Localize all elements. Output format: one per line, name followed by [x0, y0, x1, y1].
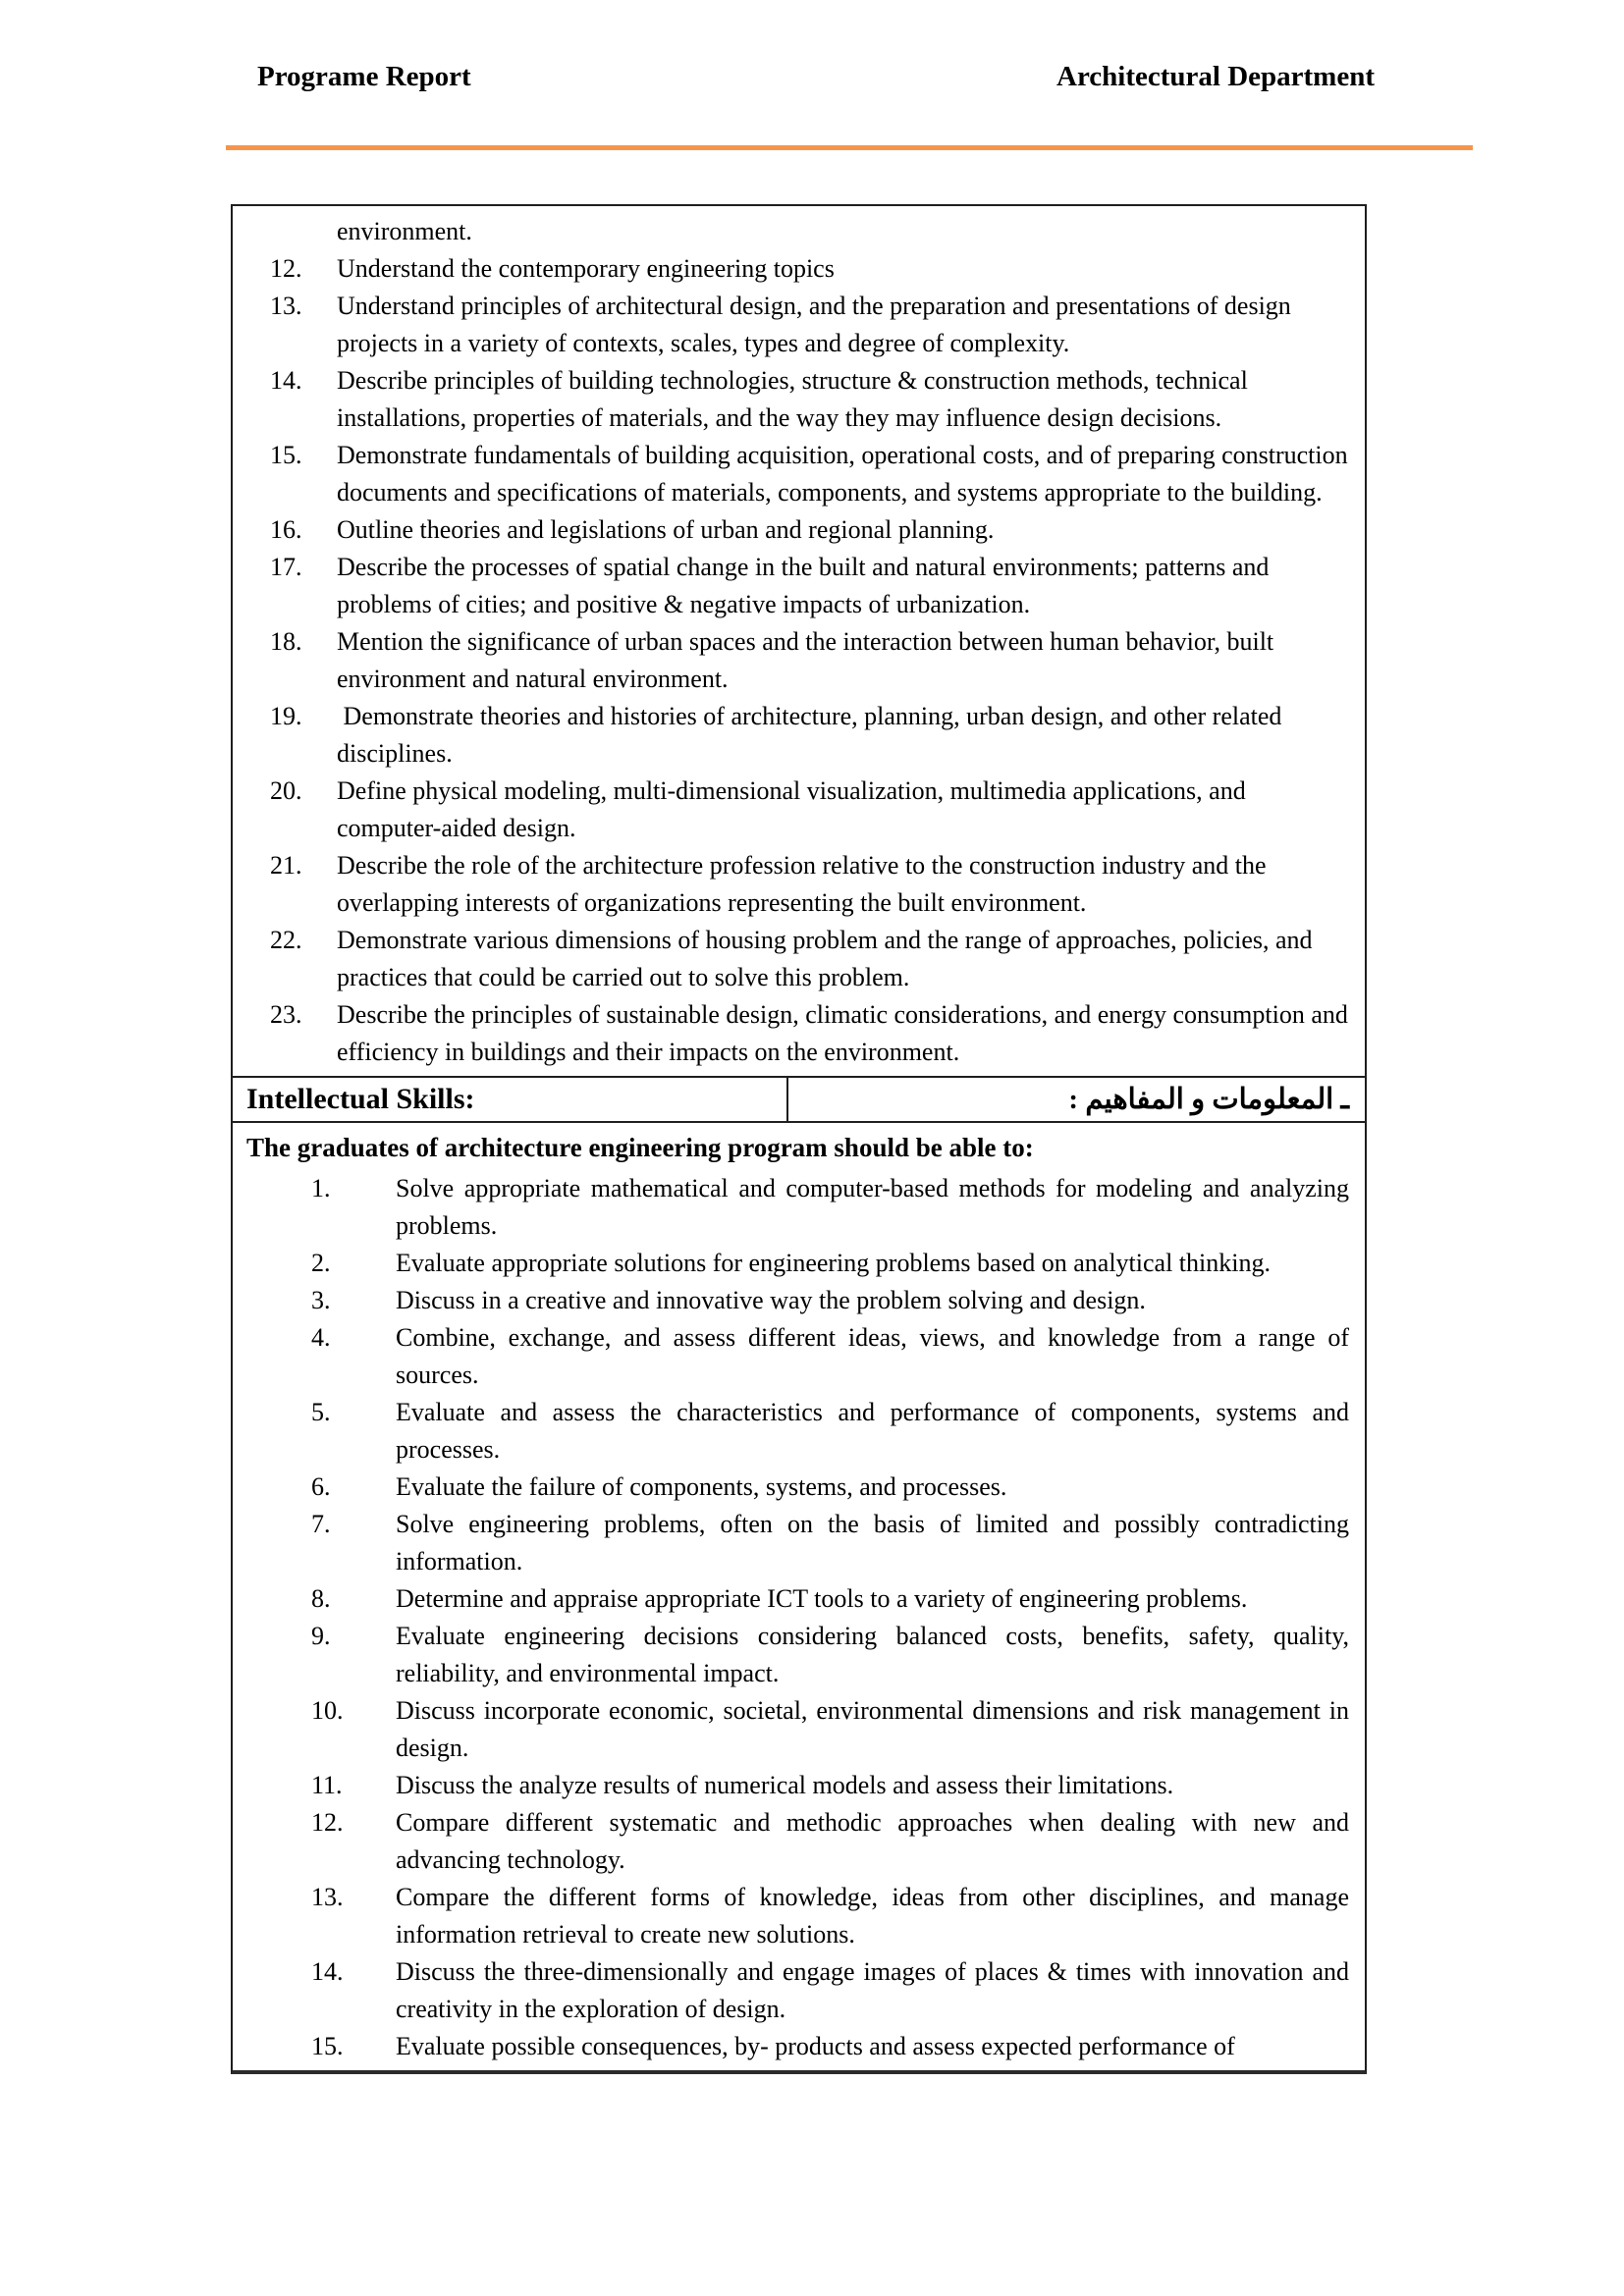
item-number: 3.: [311, 1286, 331, 1314]
item-text: Mention the significance of urban spaces and the interaction between human behavior, built environment and natural environment.: [337, 627, 1280, 693]
item-number: 12.: [311, 1808, 344, 1837]
list-item: [233, 1879, 1365, 1953]
item-number: 23.: [270, 1000, 302, 1029]
item-text: Discuss the analyze results of numerical models and assess their limitations.: [396, 1771, 1174, 1799]
item-number: 18.: [270, 627, 302, 656]
item-number: 4.: [311, 1323, 331, 1352]
list-item: [233, 1394, 1365, 1468]
item-text: Describe principles of building technologies, structure & construction methods, technical installations, properties of materials, and the way they may influence design decisions.: [337, 366, 1255, 432]
list-item: [233, 437, 1365, 511]
list-item: [233, 1282, 1365, 1319]
item-text: Evaluate and assess the characteristics and performance of components, systems and processes.: [396, 1398, 1349, 1464]
item-number: 10.: [311, 1696, 344, 1725]
list-item: [233, 1953, 1365, 2028]
list-item: [233, 1506, 1365, 1580]
list-item: [233, 623, 1365, 698]
list-item: [233, 1804, 1365, 1879]
knowledge-section: [233, 206, 1365, 1076]
item-text: Determine and appraise appropriate ICT tools to a variety of engineering problems.: [396, 1584, 1248, 1613]
list-item: [233, 1618, 1365, 1692]
list-item: [233, 1170, 1365, 1245]
item-text: Demonstrate theories and histories of architecture, planning, urban design, and other related disciplines.: [337, 702, 1288, 768]
list-item: [233, 1319, 1365, 1394]
list-item: [233, 288, 1365, 362]
header-accent-rule: [226, 145, 1473, 150]
item-text: Evaluate the failure of components, systems, and processes.: [396, 1472, 1007, 1501]
item-number: 2.: [311, 1249, 331, 1277]
item-number: 9.: [311, 1622, 331, 1650]
item-number: 15.: [311, 2032, 344, 2060]
item-number: 5.: [311, 1398, 331, 1426]
item-text: Evaluate appropriate solutions for engineering problems based on analytical thinking.: [396, 1249, 1271, 1277]
list-item: [233, 1468, 1365, 1506]
list-item: [233, 1692, 1365, 1767]
list-item: [233, 549, 1365, 623]
item-text: Demonstrate fundamentals of building acquisition, operational costs, and of preparing construction documents and specifications of materials, components, and systems appropriate to the building.: [337, 441, 1355, 507]
item-text: Evaluate engineering decisions considering balanced costs, benefits, safety, quality, reliability, and environmental impact.: [396, 1622, 1349, 1687]
list-item: [233, 773, 1365, 847]
item-text: Understand the contemporary engineering topics: [337, 254, 835, 283]
item-text: Define physical modeling, multi-dimensional visualization, multimedia applications, and computer-aided design.: [337, 776, 1253, 842]
list-item: [233, 1580, 1365, 1618]
graduates-intro-heading: The graduates of architecture engineering program should be able to:: [246, 1133, 1034, 1162]
item-number: 11.: [311, 1771, 343, 1799]
item-number: 13.: [270, 292, 302, 320]
item-number: 15.: [270, 441, 302, 469]
continuation-line: environment.: [337, 217, 472, 245]
item-number: 20.: [270, 776, 302, 805]
list-item: [233, 1245, 1365, 1282]
item-number: 21.: [270, 851, 302, 880]
item-text: Compare the different forms of knowledge, ideas from other disciplines, and manage information retrieval to create new solutions.: [396, 1883, 1349, 1949]
item-text: Understand principles of architectural design, and the preparation and presentations of design projects in a variety of contexts, scales, types and degree of complexity.: [337, 292, 1298, 357]
section-title-arabic: ـ المعلومات و المفاهيم :: [1068, 1084, 1349, 1115]
item-number: 8.: [311, 1584, 331, 1613]
item-text: Discuss the three-dimensionally and engage images of places & times with innovation and creativity in the exploration of design.: [396, 1957, 1349, 2023]
item-number: 16.: [270, 515, 302, 544]
list-item: [233, 1767, 1365, 1804]
intellectual-skills-list: [233, 1170, 1365, 2065]
item-text: Describe the role of the architecture profession relative to the construction industry and the overlapping interests of organizations representing the built environment.: [337, 851, 1272, 917]
item-number: 1.: [311, 1174, 331, 1202]
section-title-english: Intellectual Skills:: [233, 1078, 788, 1121]
knowledge-list: [233, 250, 1365, 1071]
item-text: Discuss incorporate economic, societal, environmental dimensions and risk management in design.: [396, 1696, 1349, 1762]
item-number: 22.: [270, 926, 302, 954]
header-program-title: Programe Report: [257, 61, 471, 92]
list-item: [233, 847, 1365, 922]
item-number: 13.: [311, 1883, 344, 1911]
report-table: [231, 204, 1367, 2074]
intellectual-skills-section: [233, 1123, 1365, 2070]
list-item: [233, 2028, 1365, 2065]
item-text: Combine, exchange, and assess different ideas, views, and knowledge from a range of sources.: [396, 1323, 1349, 1389]
item-text: Describe the processes of spatial change in the built and natural environments; patterns and problems of cities; and positive & negative impacts of urbanization.: [337, 553, 1275, 618]
list-item: [233, 922, 1365, 996]
list-item: [233, 250, 1365, 288]
section-header-row: [233, 1076, 1365, 1123]
item-text: Solve appropriate mathematical and computer-based methods for modeling and analyzing problems.: [396, 1174, 1349, 1240]
item-number: 14.: [311, 1957, 344, 1986]
item-number: 6.: [311, 1472, 331, 1501]
item-number: 14.: [270, 366, 302, 395]
item-number: 17.: [270, 553, 302, 581]
item-text: Solve engineering problems, often on the basis of limited and possibly contradicting information.: [396, 1510, 1349, 1575]
list-item: [233, 698, 1365, 773]
item-text: Discuss in a creative and innovative way the problem solving and design.: [396, 1286, 1146, 1314]
item-text: Demonstrate various dimensions of housing problem and the range of approaches, policies, and practices that could be carried out to solve this problem.: [337, 926, 1320, 991]
item-text: Outline theories and legislations of urban and regional planning.: [337, 515, 995, 544]
item-text: Compare different systematic and methodic approaches when dealing with new and advancing technology.: [396, 1808, 1349, 1874]
item-text: Describe the principles of sustainable design, climatic considerations, and energy consumption and efficiency in buildings and their impacts on the environment.: [337, 1000, 1355, 1066]
list-item: [233, 996, 1365, 1071]
list-item: [233, 362, 1365, 437]
item-number: 19.: [270, 702, 302, 730]
item-number: 12.: [270, 254, 302, 283]
item-number: 7.: [311, 1510, 331, 1538]
list-item: [233, 511, 1365, 549]
item-text: Evaluate possible consequences, by- products and assess expected performance of: [396, 2032, 1235, 2060]
header-department-title: Architectural Department: [1056, 61, 1375, 92]
